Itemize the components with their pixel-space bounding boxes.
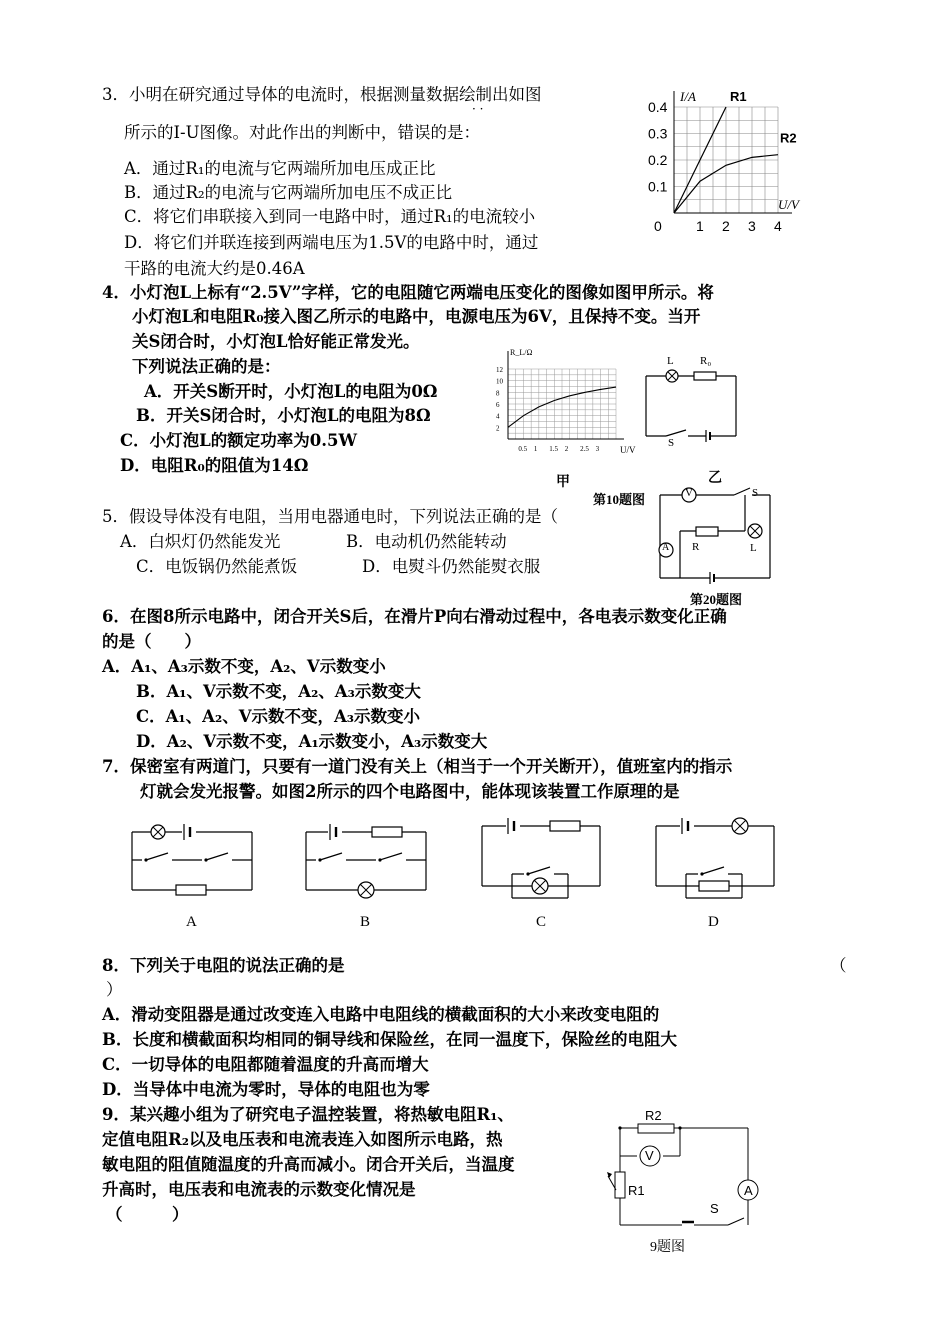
x-tick-label: 2 (722, 218, 730, 234)
y-tick-label: 4 (496, 412, 500, 421)
x-tick-label: 0.5 (518, 445, 528, 453)
q4-option-a: A．开关S断开时，小灯泡L的电阻为0Ω (144, 382, 438, 401)
q6-option-a: A．A₁、A₃示数不变，A₂、V示数变小 (102, 657, 386, 676)
fig20-caption: 第20题图 (690, 592, 743, 607)
q7-label-c: C (536, 914, 547, 930)
q7-label-a: A (186, 914, 197, 930)
q9-label-r1: R1 (628, 1183, 645, 1198)
q8-option-b: B．长度和横截面积均相同的铜导线和保险丝，在同一温度下，保险丝的电阻大 (102, 1030, 677, 1049)
x-tick-label: 3 (748, 218, 756, 234)
y-tick-label: 8 (496, 389, 500, 398)
q9-stem-line5: （ ） (106, 1205, 189, 1224)
q7-circuit-c (476, 814, 606, 894)
q3-emphasis-dots: · · (472, 102, 484, 116)
q6-option-d: D．A₂、V示数不变，A₁示数变小，A₃示数变大 (136, 732, 488, 751)
y-axis-label: R_L/Ω (510, 348, 533, 357)
x-axis-label: U/V (778, 197, 799, 212)
q4-stem-line4: 下列说法正确的是： (132, 357, 281, 376)
y-tick-label: 0.4 (648, 99, 668, 115)
fig10-caption: 第10题图 (593, 492, 646, 507)
q7-circuit-b (302, 818, 432, 908)
q4-resistance-chart (496, 343, 646, 463)
fig20-label-V: V (685, 487, 693, 499)
q4-option-d: D．电阻R₀的阻值为14Ω (120, 456, 309, 475)
q9-stem-line1: 9．某兴趣小组为了研究电子温控装置，将热敏电阻R₁、 (102, 1105, 514, 1124)
fig10-label-S: S (668, 437, 675, 449)
y-tick-label: 0.3 (648, 125, 668, 142)
q4-chart-caption: 甲 (556, 475, 570, 490)
q7-circuit-d (650, 814, 780, 894)
x-tick-label: 0 (654, 218, 662, 234)
q3-iu-chart (648, 85, 808, 234)
q6-stem-line1: 6．在图8所示电路中，闭合开关S后，在滑片P向右滑动过程中，各电表示数变化正确 (102, 607, 727, 626)
q8-paren-close: ） (106, 980, 123, 999)
q9-stem-line2: 定值电阻R₂以及电压表和电流表连入如图所示电路，热 (102, 1130, 503, 1149)
fig10-label-L: L (667, 355, 674, 367)
q7-label-b: B (360, 914, 371, 930)
q5-option-d: D．电熨斗仍然能熨衣服 (362, 557, 541, 576)
y-tick-label: 2 (496, 424, 500, 433)
q4-option-c: C．小灯泡L的额定功率为0.5W (120, 431, 357, 450)
fig20-label-R: R (692, 541, 700, 553)
fig20-circuit (650, 483, 790, 583)
x-tick-label: 1.5 (549, 445, 559, 453)
fig20-label-L: L (750, 542, 757, 554)
q8-option-c: C．一切导体的电阻都随着温度的升高而增大 (102, 1055, 429, 1074)
q9-circuit (604, 1110, 764, 1230)
q9-label-s: S (710, 1201, 719, 1216)
y-tick-label: 6 (496, 401, 500, 409)
q4-stem-line3: 关S闭合时，小灯泡L恰好能正常发光。 (132, 332, 420, 351)
x-tick-label: 2.5 (580, 445, 589, 453)
q7-stem-line2: 灯就会发光报警。如图2所示的四个电路图中，能体现该装置工作原理的是 (140, 782, 680, 801)
q8-stem: 8．下列关于电阻的说法正确的是 (102, 956, 345, 975)
fig10-label-yi: 乙 (708, 471, 722, 486)
q3-stem-line2: 所示的I-U图像。对此作出的判断中，错误的是： (124, 123, 480, 142)
fig20-label-A: A (662, 542, 670, 553)
q8-option-a: A．滑动变阻器是通过改变连入电路中电阻线的横截面积的大小来改变电阻的 (102, 1005, 660, 1024)
q3-option-d-line2: 干路的电流大约是0.46A (124, 259, 305, 278)
q8-option-d: D．当导体中电流为零时，导体的电阻也为零 (102, 1080, 430, 1099)
q7-circuit-a (128, 818, 258, 898)
x-tick-label: 1 (696, 218, 704, 234)
y-axis-label: I/A (680, 89, 696, 104)
q6-option-b: B．A₁、V示数不变，A₂、A₃示数变大 (136, 682, 421, 701)
q9-label-v: V (645, 1148, 654, 1163)
q4-stem-line1: 4．小灯泡L上标有“2.5V”字样，它的电阻随它两端电压变化的图像如图甲所示。将 (102, 283, 714, 302)
x-tick-label: 1 (533, 445, 538, 453)
q4-option-b: B．开关S闭合时，小灯泡L的电阻为8Ω (136, 406, 431, 425)
x-axis-label: U/V (620, 445, 636, 455)
q4-stem-line2: 小灯泡L和电阻R₀接入图乙所示的电路中，电源电压为6V，且保持不变。当开 (132, 307, 701, 326)
q8-paren-open: （ (830, 956, 847, 975)
x-tick-label: 4 (774, 218, 782, 234)
q6-stem-line2: 的是（ ） (102, 632, 201, 651)
q5-stem: 5．假设导体没有电阻，当用电器通电时，下列说法正确的是（ (102, 507, 558, 526)
x-tick-label: 2 (564, 445, 569, 453)
series-label-r1: R1 (730, 89, 747, 104)
y-tick-label: 0.2 (648, 152, 668, 168)
fig10-label-R0: R₀ (700, 355, 712, 367)
q5-option-c: C．电饭锅仍然能煮饭 (136, 557, 298, 576)
x-tick-label: 3 (595, 445, 600, 453)
q7-stem-line1: 7．保密室有两道门，只要有一道门没有关上（相当于一个开关断开），值班室内的指示 (102, 757, 733, 776)
q9-stem-line4: 升高时，电压表和电流表的示数变化情况是 (102, 1180, 416, 1199)
q3-stem-line1: 3．小明在研究通过导体的电流时，根据测量数据绘制出如图 (102, 85, 542, 104)
series-label-r2: R2 (780, 130, 797, 146)
q3-option-d-line1: D．将它们并联连接到两端电压为1.5V的电路中时，通过 (124, 233, 539, 252)
q9-figure-caption: 9题图 (650, 1240, 685, 1255)
fig20-label-S: S (752, 487, 759, 499)
q5-option-b: B．电动机仍然能转动 (346, 532, 507, 551)
y-tick-label: 12 (496, 366, 503, 374)
q9-label-r2: R2 (645, 1108, 662, 1123)
y-tick-label: 0.1 (648, 178, 668, 195)
q6-option-c: C．A₁、A₂、V示数不变，A₃示数变小 (136, 707, 421, 726)
q3-option-b: B．通过R₂的电流与它两端所加电压不成正比 (124, 183, 453, 202)
q5-option-a: A．白炽灯仍然能发光 (120, 532, 281, 551)
q3-option-a: A．通过R₁的电流与它两端所加电压成正比 (124, 159, 436, 178)
q9-label-a: A (744, 1183, 753, 1198)
q9-stem-line3: 敏电阻的阻值随温度的升高而减小。闭合开关后，当温度 (102, 1155, 515, 1174)
q7-label-d: D (708, 914, 719, 930)
fig10-circuit (636, 346, 746, 446)
q3-option-c: C．将它们串联接入到同一电路中时，通过R₁的电流较小 (124, 207, 536, 226)
y-tick-label: 10 (496, 377, 503, 386)
